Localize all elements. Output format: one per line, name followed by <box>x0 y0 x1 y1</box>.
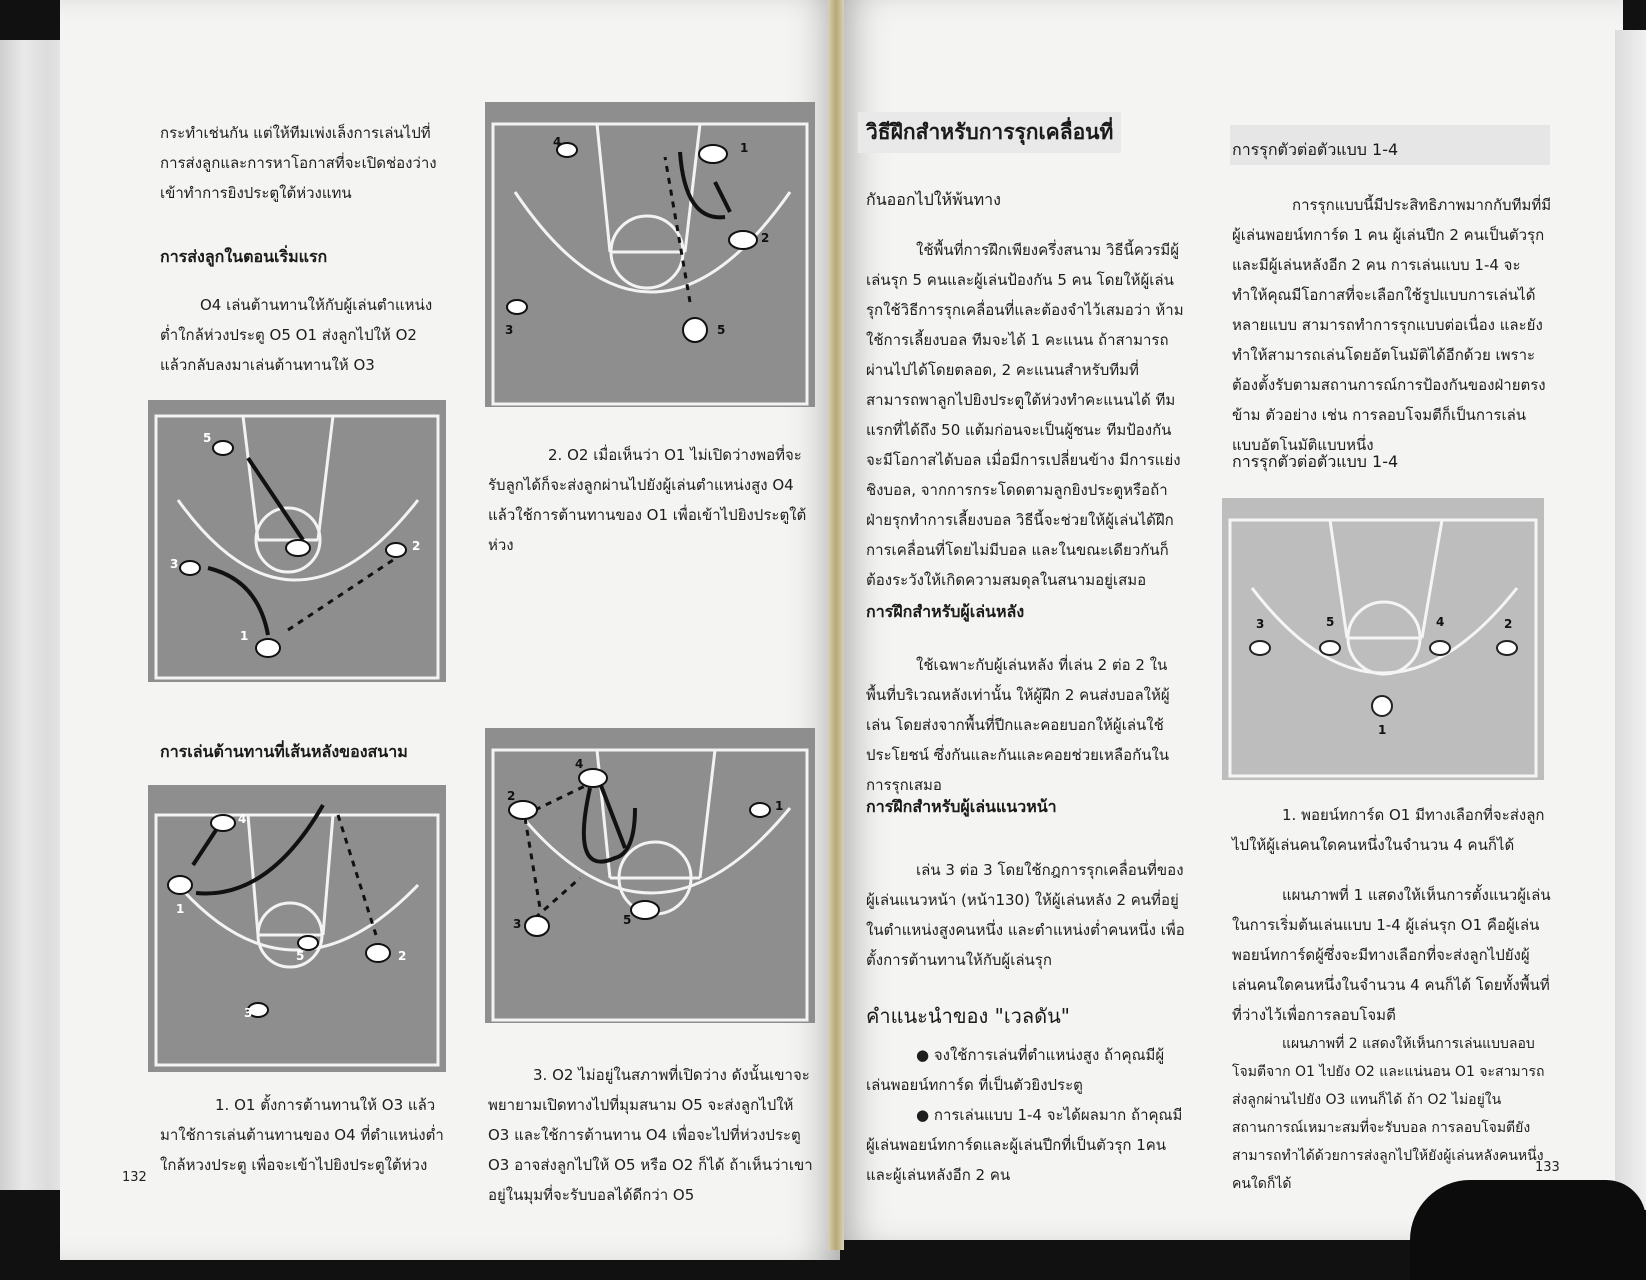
caption-2: 2. O2 เมื่อเห็นว่า O1 ไม่เปิดว่างพอที่จะรับลูกได้ก็จะส่งลูกผ่านไปยังผู้เล่นตำแหน่งสูง O4 แล้วใช้การต้านทานของ O1 เพื่อเข้าไปยิงประตูใต้ห่วง <box>488 446 807 554</box>
diagram-2-court <box>485 102 815 407</box>
paragraph-fig-2: แผนภาพที่ 2 แสดงให้เห็นการเล่นแบบลอบโจมตีจาก O1 ไปยัง O2 และแน่นอน O1 จะสามารถส่งลูกผ่านไปยัง O3 แทนก็ได้ ถ้า O2 ไม่อยู่ในสถานการณ์เหมาะสมที่จะรับบอล การลอบโจมตียังสามารถทำได้ด้วยการส่งลูกไปให้ยังผู้เล่นหลังคนหนึ่งคนใดก็ได้ <box>1232 1036 1545 1192</box>
d5-label-1: 1 <box>1378 723 1387 737</box>
diagram-3-court <box>148 785 446 1072</box>
paragraph-fig-1: แผนภาพที่ 1 แสดงให้เห็นการตั้งแนวผู้เล่นในการเริ่มต้นเล่นแบบ 1-4 ผู้เล่นรุก O1 คือผู้เล่นพอยน์ทการ์ดผู้ซึ่งจะมีทางเลือกที่จะส่งลูกไปยังผู้เล่นคนใดคนหนึ่งในจำนวน 4 คนก็ได้ โดยทั้งพื้นที่ที่ว่างไว้เพื่อการลอบโจมตี <box>1232 886 1551 1024</box>
heading-initial-pass: การส่งลูกในตอนเริ่มแรก <box>160 247 328 266</box>
d4-label-5: 5 <box>623 913 632 927</box>
heading-advice: คำแนะนำของ "เวลดัน" <box>866 1004 1071 1028</box>
chapter-title: วิธีฝึกสำหรับการรุกเคลื่อนที่ <box>858 112 1121 153</box>
caption-point-guard: 1. พอยน์ทการ์ด O1 มีทางเลือกที่จะส่งลูกไปให้ผู้เล่นคนใดคนหนึ่งในจำนวน 4 คนก็ได้ <box>1232 806 1545 854</box>
d2-label-1: 1 <box>740 141 749 155</box>
one-four-text: การรุกแบบนี้มีประสิทธิภาพมากกับทีมที่มีผู้เล่นพอยน์ทการ์ด 1 คน ผู้เล่นปีก 2 คนเป็นตัวรุก และมีผู้เล่นหลังอีก 2 คน การเล่นแบบ 1-4 จะทำให้คุณมีโอกาสที่จะเลือกใช้รูปแบบการเล่นได้หลายแบบ สามารถทำการรุกแบบต่อเนื่อง และยังทำให้สามารถเล่นโดยอัตโนมัติได้อีกด้วย เพราะต้องตั้งรับตามสถานการณ์การป้องกันของฝ่ายตรงข้าม ตัวอย่าง เช่น การลอบโจมตีก็เป็นการเล่นแบบอัตโนมัติแบบหนึ่ง <box>1232 196 1552 454</box>
frontcourt-text: เล่น 3 ต่อ 3 โดยใช้กฎการรุกเคลื่อนที่ของผู้เล่นแนวหน้า (หน้า130) ให้ผู้เล่นหลัง 2 คนที่อยู่ในตำแหน่งสูงคนหนึ่ง และตำแหน่งต่ำคนหนึ่ง เพื่อตั้งการต้านทานให้กับผู้เล่นรุก <box>866 861 1185 969</box>
heading-1-4a: การรุกตัวต่อตัวแบบ 1-4 <box>1232 140 1399 159</box>
d2-label-4: 4 <box>553 135 562 149</box>
d3-label-2: 2 <box>398 949 407 963</box>
diagram-1-4-svg <box>1222 498 1544 780</box>
advice-bullet-2 <box>866 1100 1186 1190</box>
diagram-2-svg <box>485 102 815 407</box>
d2-label-2: 2 <box>761 231 770 245</box>
caption-1: 1. O1 ตั้งการต้านทานให้ O3 แล้วมาใช้การเล่นต้านทานของ O4 ที่ตำแหน่งต่ำใกล้หวงประตู เพื่อจะเข้าไปยิงประตูใต้ห่วง <box>160 1096 444 1174</box>
diagram-1-4-court <box>1222 498 1544 780</box>
d4-label-3: 3 <box>513 917 522 931</box>
d5-label-2: 2 <box>1504 617 1513 631</box>
book-right-edge <box>1615 30 1646 1210</box>
advice-bullet-1 <box>866 1040 1186 1100</box>
backcourt-text: ใช้เฉพาะกับผู้เล่นหลัง ที่เล่น 2 ต่อ 2 ในพื้นที่บริเวณหลังเท่านั้น ให้ผู้ฝึก 2 คนส่งบอลให้ผู้เล่น โดยส่งจากพื้นที่ปีกและคอยบอกให้ผู้เล่นใช้ประโยชน์ ซึ่งกันและกันและคอยช่วยเหลือกันในการรุกเสมอ <box>866 656 1170 794</box>
d1-label-1: 1 <box>240 629 249 643</box>
d1-label-2: 2 <box>412 539 421 553</box>
d3-label-3: 3 <box>244 1006 253 1020</box>
getaway-text: ใช้พื้นที่การฝึกเพียงครึ่งสนาม วิธีนี้ควรมีผู้เล่นรุก 5 คนและผู้เล่นป้องกัน 5 คน โดยให้ผู้เล่นรุกใช้วิธีการรุกเคลื่อนที่และต้องจำไว้เสมอว่า ห้ามใช้การเลี้ยงบอล ทีมจะได้ 1 คะแนน ถ้าสามารถผ่านไปได้โดยตลอด, 2 คะแนนสำหรับทีมที่สามารถพาลูกไปยิงประตูใต้ห่วงทำคะแนนได้ ทีมแรกที่ได้ถึง 50 แต้มก่อนจะเป็นผู้ชนะ ทีมป้องกันจะมีโอกาสได้บอล เมื่อมีการเปลี่ยนข้าง มีการแย่งชิงบอล, จากการกระโดดตามลูกยิงประตูหรือถ้าฝ่ายรุกทำการเลี้ยงบอล วิธีนี้จะช่วยให้ผู้เล่นได้ฝึกการเคลื่อนที่โดยไม่มีบอล และในขณะเดียวกันก็ต้องระวังให้เกิดความสมดุลในสนามอยู่เสมอ <box>866 241 1184 589</box>
d4-label-4: 4 <box>575 757 584 771</box>
d3-label-5: 5 <box>296 949 305 963</box>
heading-1-4b: การรุกตัวต่อตัวแบบ 1-4 <box>1232 452 1399 471</box>
d5-label-4: 4 <box>1436 615 1445 629</box>
d1-label-3: 3 <box>170 557 179 571</box>
heading-frontcourt: การฝึกสำหรับผู้เล่นแนวหน้า <box>866 797 1057 816</box>
d4-label-2: 2 <box>507 789 516 803</box>
diagram-3-svg <box>148 785 446 1072</box>
page-number-right: 133 <box>1535 1160 1560 1175</box>
d3-label-1: 1 <box>176 902 185 916</box>
advice-bullet-1-text: จงใช้การเล่นที่ตำแหน่งสูง ถ้าคุณมีผู้เล่นพอยน์ทการ์ด ที่เป็นตัวยิงประตู <box>866 1046 1165 1094</box>
d2-label-5: 5 <box>717 323 726 337</box>
diagram-1-court <box>148 400 446 682</box>
d2-label-3: 3 <box>505 323 514 337</box>
diagram-4-court <box>485 728 815 1023</box>
initial-pass-text: O4 เล่นต้านทานให้กับผู้เล่นตำแหน่งต่ำใกล้ห่วงประตู O5 O1 ส่งลูกไปให้ O2 แล้วกลับลงมาเล่นต้านทานให้ O3 <box>160 296 433 374</box>
caption-3: 3. O2 ไม่อยู่ในสภาพที่เปิดว่าง ดังนั้นเขาจะพยายามเปิดทางไปที่มุมสนาม O5 จะส่งลูกไปให้ O3 และใช้การต้านทาน O4 เพื่อจะไปที่ห่วงประตู O3 อาจส่งลูกไปให้ O5 หรือ O2 ก็ได้ ถ้าเห็นว่าเขาอยู่ในมุมที่จะรับบอลได้ดีกว่า O5 <box>488 1066 813 1204</box>
d3-label-4: 4 <box>238 812 247 826</box>
d1-label-5: 5 <box>203 431 212 445</box>
bullet-icon: ● <box>916 1106 934 1124</box>
intro-text: กระทำเช่นกัน แต่ให้ทีมเพ่งเล็งการเล่นไปที่การส่งลูกและการหาโอกาสที่จะเปิดช่องว่าง เข้าทำการยิงประตูใต้ห่วงแทน <box>160 124 437 202</box>
d5-label-5: 5 <box>1326 615 1335 629</box>
diagram-4-svg <box>485 728 815 1023</box>
diagram-1-svg <box>148 400 446 682</box>
page-number-left: 132 <box>122 1170 147 1185</box>
book-gutter <box>828 0 844 1250</box>
d5-label-3: 3 <box>1256 617 1265 631</box>
bullet-icon: ● <box>916 1046 934 1064</box>
heading-getaway: กันออกไปให้พ้นทาง <box>866 190 1001 209</box>
advice-bullet-2-text: การเล่นแบบ 1-4 จะได้ผลมาก ถ้าคุณมีผู้เล่นพอยน์ทการ์ดและผู้เล่นปีกที่เป็นตัวรุก 1คน และผู้เล่นหลังอีก 2 คน <box>866 1106 1183 1184</box>
heading-baseline: การเล่นต้านทานที่เส้นหลังของสนาม <box>160 742 408 761</box>
heading-backcourt: การฝึกสำหรับผู้เล่นหลัง <box>866 602 1025 621</box>
d4-label-1: 1 <box>775 799 784 813</box>
